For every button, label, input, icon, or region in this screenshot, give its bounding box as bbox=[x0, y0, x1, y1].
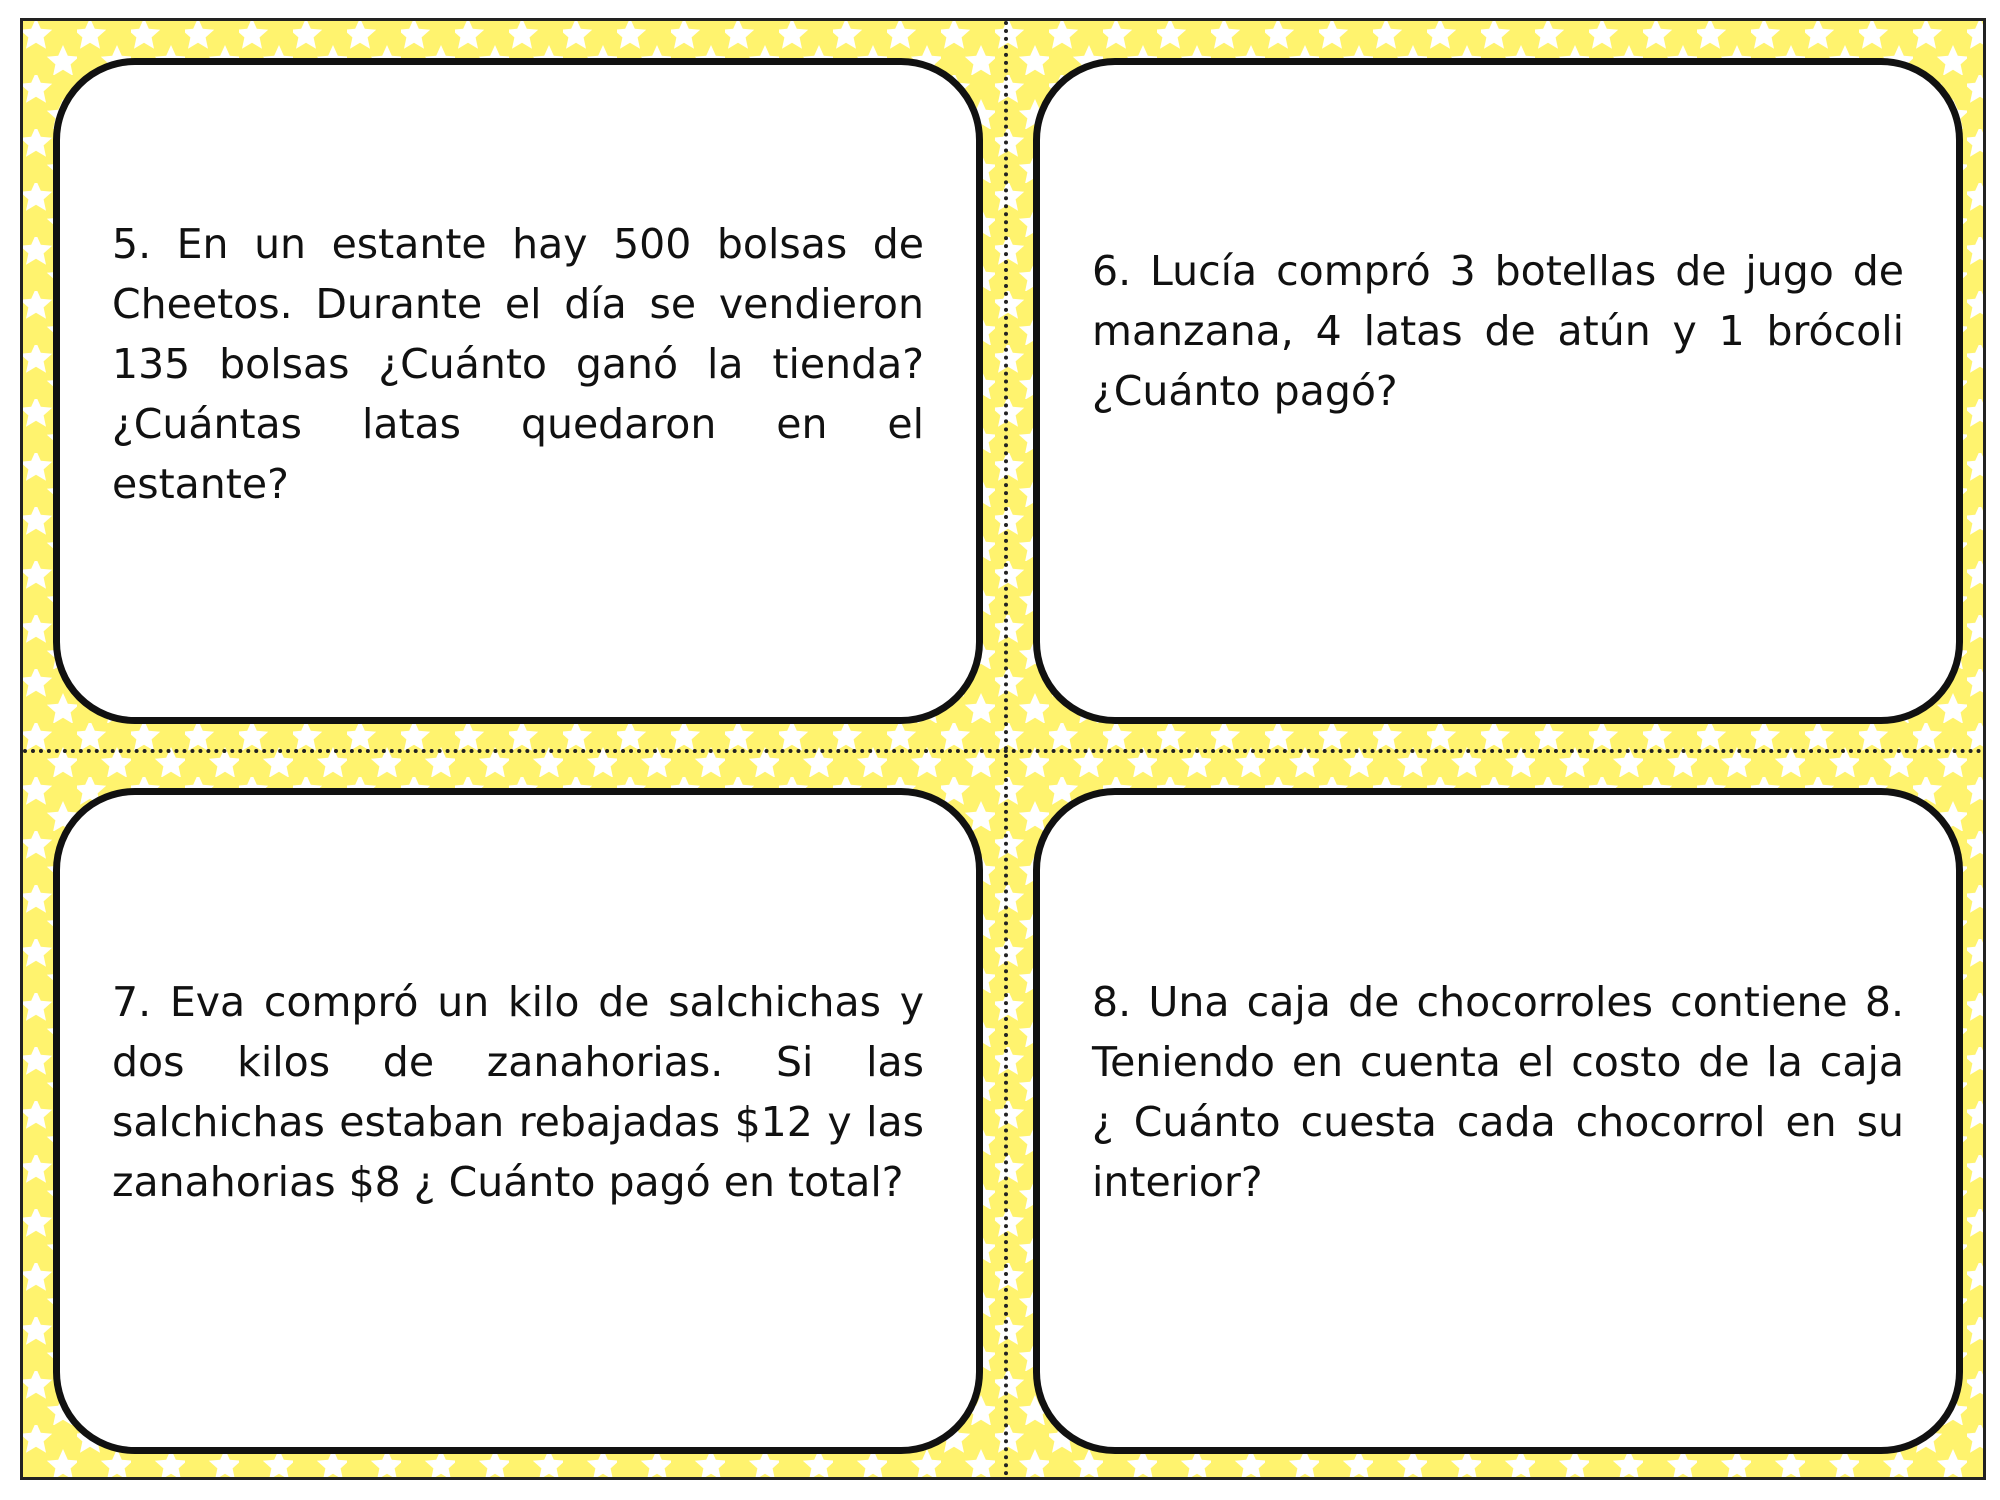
task-card-text: 7. Eva compró un kilo de salchichas y dos kilos de zanahorias. Si las salchichas estaban rebajadas $12 y las zanahorias $8 ¿ Cuánto pagó en total? bbox=[112, 978, 924, 1206]
task-card-sheet bbox=[20, 18, 1986, 1480]
horizontal-cut-line bbox=[23, 749, 1983, 753]
task-card-text: 8. Una caja de chocorroles contiene 8. Teniendo en cuenta el costo de la caja ¿ Cuánto cuesta cada chocorrol en su interior? bbox=[1092, 978, 1904, 1206]
task-card-text: 5. En un estante hay 500 bolsas de Cheetos. Durante el día se vendieron 135 bolsas ¿Cuánto ganó la tienda? ¿Cuántas latas quedaron en el estante? bbox=[112, 219, 924, 508]
task-card-5 bbox=[53, 58, 983, 724]
task-card-6 bbox=[1033, 58, 1963, 724]
task-card-text: 6. Lucía compró 3 botellas de jugo de manzana, 4 latas de atún y 1 brócoli ¿Cuánto pagó? bbox=[1092, 247, 1904, 415]
task-card-8 bbox=[1033, 788, 1963, 1454]
task-card-7 bbox=[53, 788, 983, 1454]
